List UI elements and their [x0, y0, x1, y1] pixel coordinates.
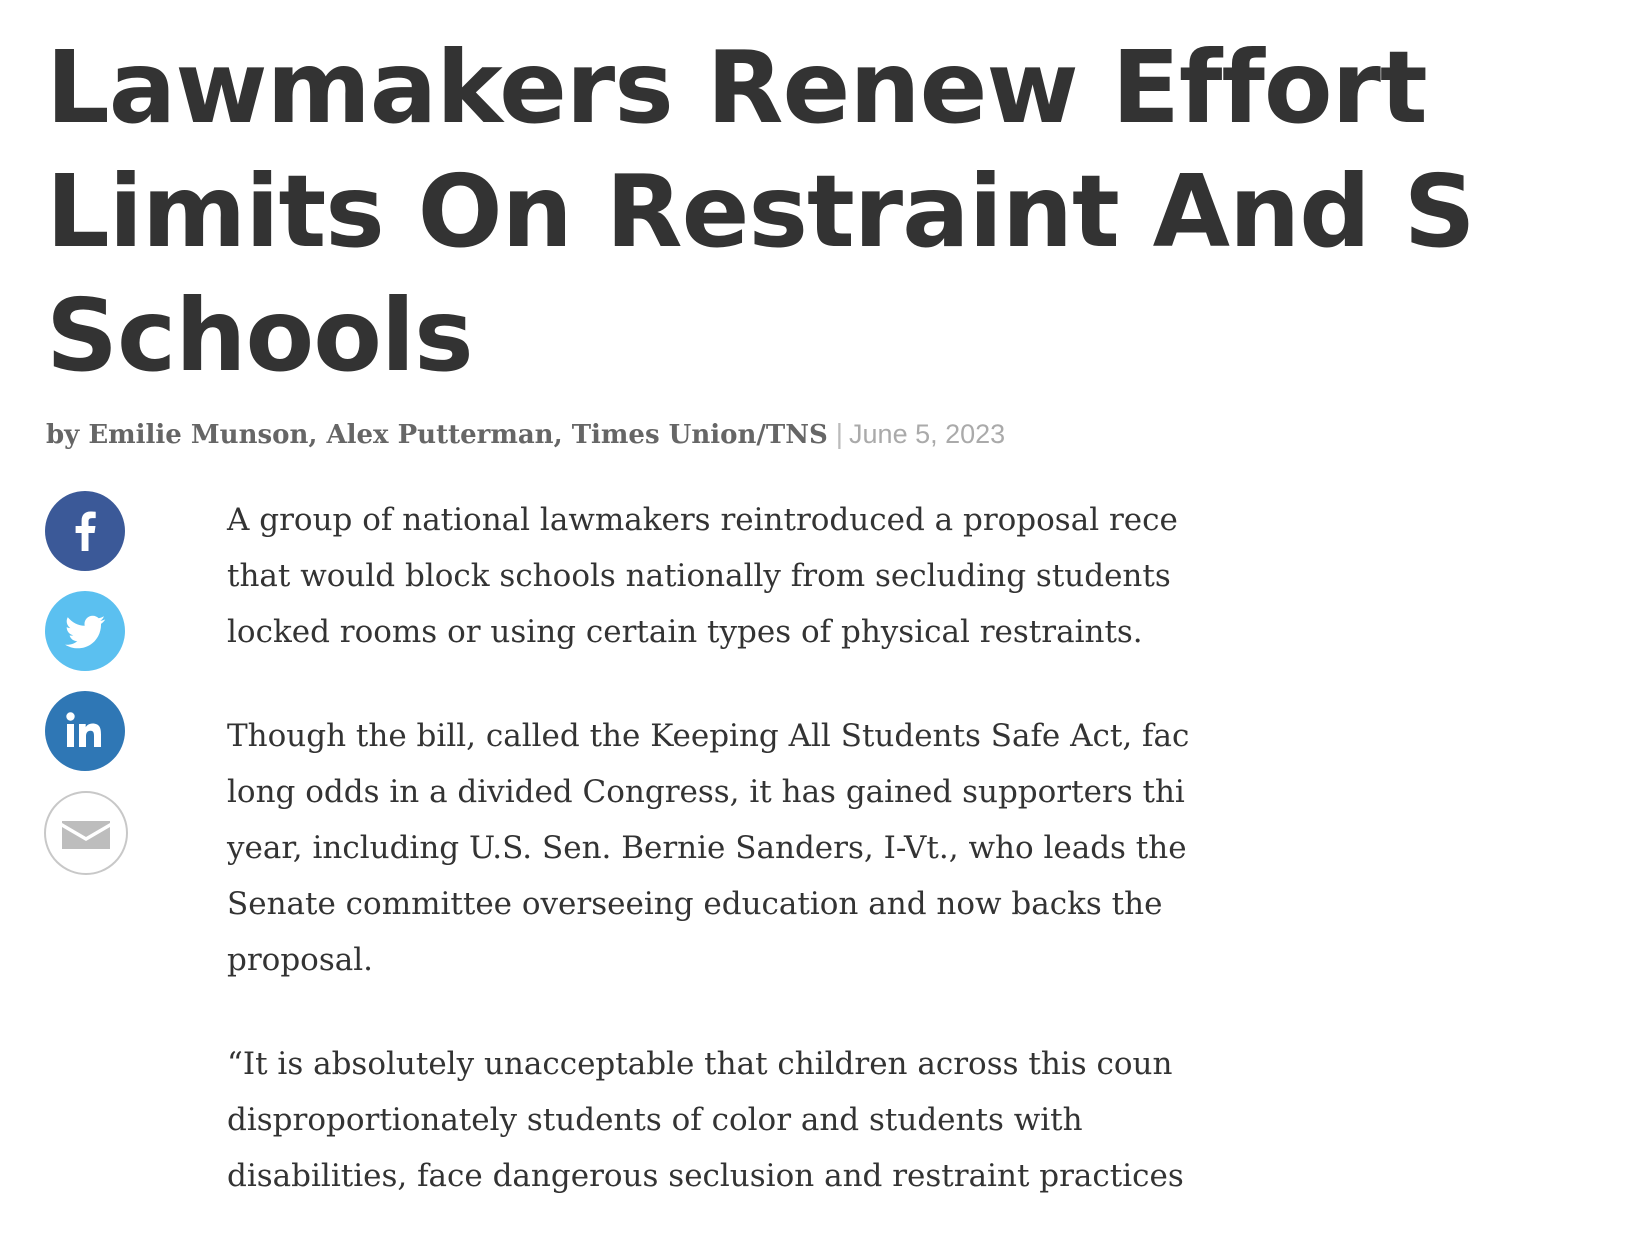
- headline-line: Lawmakers Renew Effort: [46, 29, 1427, 146]
- article-paragraph: [227, 492, 1627, 660]
- paragraph-line: disabilities, face dangerous seclusion and restraint practices: [227, 1158, 1184, 1194]
- article-body: [227, 492, 1627, 1252]
- byline-separator: |: [835, 418, 844, 449]
- paragraph-line: Senate committee overseeing education and now backs the: [227, 886, 1163, 922]
- twitter-icon: [45, 591, 125, 671]
- facebook-icon: [45, 491, 125, 571]
- byline: [46, 414, 1005, 455]
- share-email-button[interactable]: [44, 791, 128, 875]
- share-twitter-button[interactable]: [45, 591, 125, 671]
- email-icon: [46, 793, 126, 873]
- share-bar: [45, 491, 129, 895]
- paragraph-line: “It is absolutely unacceptable that children across this coun: [227, 1046, 1173, 1082]
- share-linkedin-button[interactable]: [45, 691, 125, 771]
- linkedin-icon: [45, 691, 125, 771]
- byline-authors: by Emilie Munson, Alex Putterman, Times Union/TNS: [46, 420, 828, 450]
- share-facebook-button[interactable]: [45, 491, 125, 571]
- paragraph-line: A group of national lawmakers reintroduced a proposal rece: [227, 502, 1178, 538]
- paragraph-line: that would block schools nationally from secluding students: [227, 558, 1171, 594]
- article-paragraph: [227, 708, 1627, 988]
- publish-date: June 5, 2023: [849, 419, 1006, 449]
- paragraph-line: Though the bill, called the Keeping All Students Safe Act, fac: [227, 718, 1190, 754]
- paragraph-line: long odds in a divided Congress, it has gained supporters thi: [227, 774, 1185, 810]
- paragraph-line: proposal.: [227, 942, 373, 978]
- paragraph-line: locked rooms or using certain types of physical restraints.: [227, 614, 1143, 650]
- article-paragraph: [227, 1036, 1627, 1204]
- article-headline: [46, 26, 1546, 398]
- paragraph-line: disproportionately students of color and students with: [227, 1102, 1083, 1138]
- headline-line: Schools: [46, 277, 473, 394]
- paragraph-line: year, including U.S. Sen. Bernie Sanders, I-Vt., who leads the: [227, 830, 1187, 866]
- headline-line: Limits On Restraint And S: [46, 153, 1475, 270]
